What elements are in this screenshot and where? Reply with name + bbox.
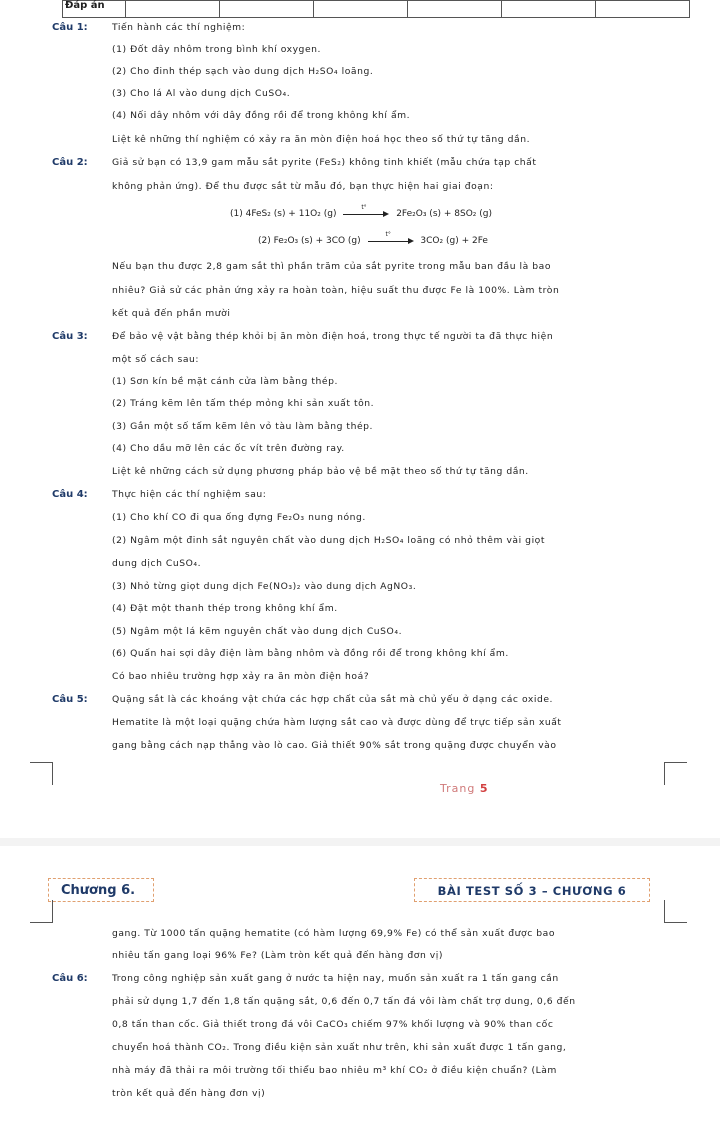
q4-line: (5) Ngâm một lá kẽm nguyên chất vào dung dịch CuSO₄. [112, 626, 403, 637]
corner-mark [30, 762, 53, 785]
question-2-label: Câu 2: [52, 157, 88, 168]
page-word: Trang [440, 782, 476, 795]
page-number-value: 5 [479, 782, 489, 795]
q1-item: (3) Cho lá Al vào dung dịch CuSO₄. [112, 88, 291, 99]
q1-item: (4) Nối dây nhôm với dây đồng rồi để trong không khí ẩm. [112, 110, 411, 121]
q4-line: (3) Nhỏ từng giọt dung dịch Fe(NO₃)₂ vào dung dịch AgNO₃. [112, 581, 417, 592]
q5-line: Quặng sắt là các khoáng vật chứa các hợp chất của sắt mà chủ yếu ở dạng các oxide. [112, 694, 554, 705]
q2-line: kết quả đến phần mười [112, 308, 231, 319]
arrow-label: t° [361, 203, 367, 211]
q1-intro: Tiến hành các thí nghiệm: [112, 22, 246, 33]
reaction-1-products: 2Fe₂O₃ (s) + 8SO₂ (g) [396, 209, 493, 219]
q2-line: Nếu bạn thu được 2,8 gam sắt thì phần trăm của sắt pyrite trong mẫu ban đầu là bao [112, 261, 552, 272]
q4-line: (4) Đặt một thanh thép trong không khí ẩm. [112, 603, 338, 614]
q4-line: dung dịch CuSO₄. [112, 558, 202, 569]
q5-cont-line: gang. Từ 1000 tấn quặng hematite (có hàm lượng 69,9% Fe) có thể sản xuất được bao [112, 928, 555, 939]
q6-line: 0,8 tấn than cốc. Giả thiết trong đá vôi CaCO₃ chiếm 97% khối lượng và 90% than cốc [112, 1019, 554, 1030]
page-number [440, 782, 488, 795]
q4-line: Có bao nhiêu trường hợp xảy ra ăn mòn điện hoá? [112, 671, 370, 682]
answer-table [62, 0, 690, 18]
corner-mark [664, 900, 687, 923]
q5-cont-line: nhiêu tấn gang loại 96% Fe? (Làm tròn kết quả đến hàng đơn vị) [112, 950, 444, 961]
q6-line: tròn kết quả đến hàng đơn vị) [112, 1088, 266, 1099]
q4-line: (2) Ngâm một đinh sắt nguyên chất vào dung dịch H₂SO₄ loãng có nhỏ thêm vài giọt [112, 535, 545, 546]
answer-cell [502, 1, 596, 18]
q4-line: (1) Cho khí CO đi qua ống đựng Fe₂O₃ nung nóng. [112, 512, 366, 523]
q1-item: (1) Đốt dây nhôm trong bình khí oxygen. [112, 44, 321, 55]
q3-line: (3) Gắn một số tấm kẽm lên vỏ tàu làm bằng thép. [112, 421, 374, 432]
q3-line: (1) Sơn kín bề mặt cánh cửa làm bằng thép. [112, 376, 338, 387]
answer-cell [596, 1, 690, 18]
answer-label: Đáp án [63, 1, 126, 18]
arrow-label: t° [385, 230, 391, 238]
chapter-label: Chương 6. [48, 878, 154, 902]
q3-line: Liệt kê những cách sử dụng phương pháp bảo vệ bề mặt theo số thứ tự tăng dần. [112, 466, 529, 477]
question-6-label: Câu 6: [52, 973, 88, 984]
q5-line: Hematite là một loại quặng chứa hàm lượng sắt cao và được dùng để trực tiếp sản xuất [112, 717, 562, 728]
q2-line: Giả sử bạn có 13,9 gam mẫu sắt pyrite (FeS₂) không tinh khiết (mẫu chứa tạp chất [112, 157, 537, 168]
answer-cell [220, 1, 314, 18]
corner-mark [664, 762, 687, 785]
question-5-label: Câu 5: [52, 694, 88, 705]
q2-line: không phản ứng). Để thu được sắt từ mẫu đó, bạn thực hiện hai giai đoạn: [112, 181, 494, 192]
q1-question: Liệt kê những thí nghiệm có xảy ra ăn mòn điện hoá học theo số thứ tự tăng dần. [112, 134, 531, 145]
reaction-arrow-icon [368, 230, 414, 246]
q4-line: (6) Quấn hai sợi dây điện làm bằng nhôm và đồng rồi để trong không khí ẩm. [112, 648, 509, 659]
q6-line: nhà máy đã thải ra môi trường tối thiểu bao nhiêu m³ khí CO₂ ở điều kiện chuẩn? (Làm [112, 1065, 557, 1076]
q6-line: phải sử dụng 1,7 đến 1,8 tấn quặng sắt, 0,6 đến 0,7 tấn đá vôi làm chất trợ dung, 0,6 đến [112, 996, 576, 1007]
q6-line: Trong công nghiệp sản xuất gang ở nước ta hiện nay, muốn sản xuất ra 1 tấn gang cần [112, 973, 559, 984]
reaction-1 [230, 203, 493, 220]
reaction-1-reactants: (1) 4FeS₂ (s) + 11O₂ (g) [230, 209, 337, 219]
reaction-2-reactants: (2) Fe₂O₃ (s) + 3CO (g) [258, 236, 361, 246]
corner-mark [30, 900, 53, 923]
q2-line: nhiêu? Giả sử các phản ứng xảy ra hoàn toàn, hiệu suất thu được Fe là 100%. Làm tròn [112, 285, 560, 296]
test-title: BÀI TEST SỐ 3 – CHƯƠNG 6 [414, 878, 650, 902]
q3-line: Để bảo vệ vật bằng thép khỏi bị ăn mòn điện hoá, trong thực tế người ta đã thực hiện [112, 331, 554, 342]
q5-line: gang bằng cách nạp thẳng vào lò cao. Giả thiết 90% sắt trong quặng được chuyển vào [112, 740, 557, 751]
q3-line: (4) Cho dầu mỡ lên các ốc vít trên đường ray. [112, 443, 345, 454]
reaction-2 [258, 230, 488, 247]
q3-line: (2) Tráng kẽm lên tấm thép mỏng khi sản xuất tôn. [112, 398, 375, 409]
reaction-2-products: 3CO₂ (g) + 2Fe [420, 236, 488, 246]
q3-line: một số cách sau: [112, 354, 200, 365]
question-4-label: Câu 4: [52, 489, 88, 500]
q4-line: Thực hiện các thí nghiệm sau: [112, 489, 267, 500]
answer-cell [314, 1, 408, 18]
q1-item: (2) Cho đinh thép sạch vào dung dịch H₂SO₄ loãng. [112, 66, 374, 77]
answer-cell [126, 1, 220, 18]
question-3-label: Câu 3: [52, 331, 88, 342]
q6-line: chuyển hoá thành CO₂. Trong điều kiện sản xuất như trên, khi sản xuất được 1 tấn gang, [112, 1042, 567, 1053]
answer-cell [408, 1, 502, 18]
reaction-arrow-icon [343, 203, 389, 219]
question-1-label: Câu 1: [52, 22, 88, 33]
